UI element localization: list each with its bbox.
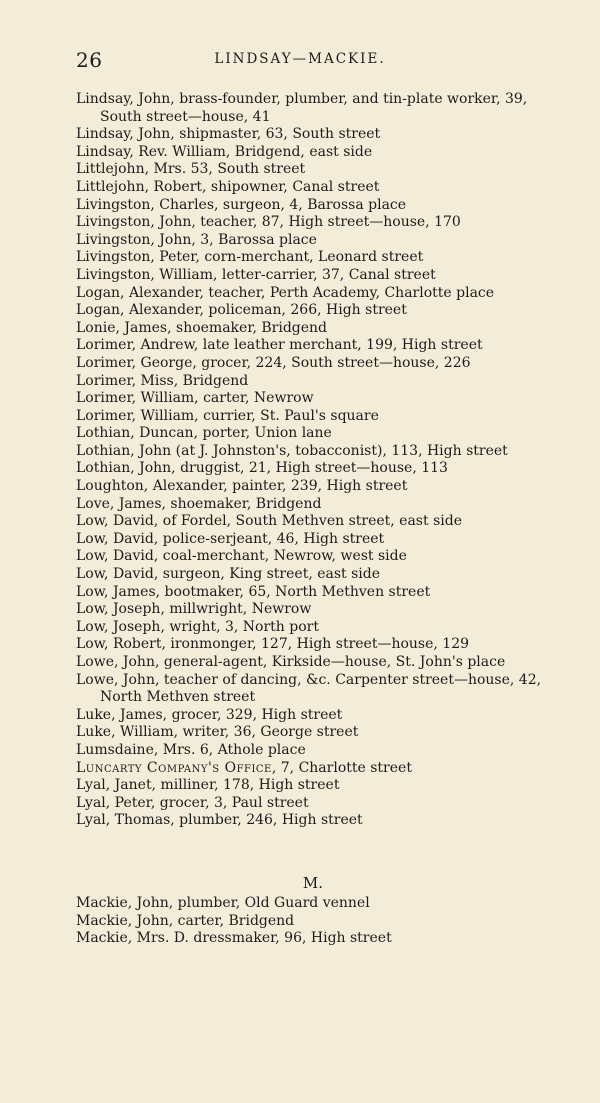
directory-entry: Luke, James, grocer, 329, High street <box>76 706 343 723</box>
directory-entry: Lumsdaine, Mrs. 6, Athole place <box>76 741 306 758</box>
page-number: 26 <box>76 48 103 72</box>
directory-entry: Lorimer, Miss, Bridgend <box>76 372 249 389</box>
directory-entry: Lindsay, Rev. William, Bridgend, east side <box>76 143 373 160</box>
directory-entry: Littlejohn, Robert, shipowner, Canal street <box>76 178 380 195</box>
directory-entry: Low, David, coal-merchant, Newrow, west side <box>76 548 407 565</box>
directory-entry: Livingston, John, teacher, 87, High street—house, 170 <box>76 214 461 231</box>
directory-entry: Lindsay, John, shipmaster, 63, South street <box>76 126 381 143</box>
directory-entry: Lorimer, William, currier, St. Paul's square <box>76 407 379 424</box>
directory-entry: Lorimer, Andrew, late leather merchant, 199, High street <box>76 337 483 354</box>
directory-entry: Lonie, James, shoemaker, Bridgend <box>76 319 328 336</box>
directory-entry: Low, David, surgeon, King street, east side <box>76 566 381 583</box>
directory-entry: Lothian, John (at J. Johnston's, tobacconist), 113, High street <box>76 442 508 459</box>
section-heading-m: M. <box>302 874 324 892</box>
directory-entry: Love, James, shoemaker, Bridgend <box>76 495 322 512</box>
directory-entry: Lyal, Peter, grocer, 3, Paul street <box>76 794 309 811</box>
entry-text: Lindsay, John, brass-founder, plumber, and tin-plate worker, 39, <box>76 91 528 107</box>
directory-entry: Logan, Alexander, teacher, Perth Academy, Charlotte place <box>76 284 495 301</box>
directory-entry <box>76 91 576 126</box>
entry-continuation: South street—house, 41 <box>100 108 271 125</box>
directory-entry: Lyal, Thomas, plumber, 246, High street <box>76 812 363 829</box>
directory-entry: Low, David, of Fordel, South Methven street, east side <box>76 513 462 530</box>
entries-m-list <box>76 895 576 948</box>
entry-text: , 7, Charlotte street <box>271 759 412 776</box>
directory-entry: Low, James, bootmaker, 65, North Methven street <box>76 583 431 600</box>
entry-continuation: North Methven street <box>100 689 256 706</box>
directory-entry: Livingston, John, 3, Barossa place <box>76 231 317 248</box>
entries-l-list <box>76 91 576 830</box>
directory-entry: Luke, William, writer, 36, George street <box>76 724 359 741</box>
directory-entry: Lyal, Janet, milliner, 178, High street <box>76 777 340 794</box>
directory-entry <box>76 672 576 707</box>
directory-entry: Lothian, Duncan, porter, Union lane <box>76 425 332 442</box>
directory-entry: Logan, Alexander, policeman, 266, High street <box>76 302 407 319</box>
directory-entry: Low, Robert, ironmonger, 127, High street—house, 129 <box>76 636 470 653</box>
entry-smallcaps-name: Luncarty Company's Office <box>76 759 272 776</box>
directory-entry: Lowe, John, general-agent, Kirkside—house, St. John's place <box>76 654 506 670</box>
directory-entry: Mackie, John, carter, Bridgend <box>76 912 295 929</box>
directory-entry: Low, Joseph, millwright, Newrow <box>76 601 312 618</box>
entry-text: Lowe, John, teacher of dancing, &c. Carpenter street—house, 42, <box>76 671 542 688</box>
running-head: LINDSAY—MACKIE. <box>214 51 386 67</box>
directory-entry: Livingston, Peter, corn-merchant, Leonard street <box>76 249 424 266</box>
directory-entry: Loughton, Alexander, painter, 239, High street <box>76 478 408 495</box>
directory-entry: Livingston, William, letter-carrier, 37, Canal street <box>76 266 436 283</box>
directory-entry: Mackie, Mrs. D. dressmaker, 96, High street <box>76 930 392 947</box>
directory-entry: Lorimer, William, carter, Newrow <box>76 390 314 407</box>
directory-entry: Mackie, John, plumber, Old Guard vennel <box>76 895 370 911</box>
directory-entry: Lorimer, George, grocer, 224, South street—house, 226 <box>76 354 471 371</box>
directory-entry: Low, Joseph, wright, 3, North port <box>76 618 319 635</box>
directory-entry <box>76 760 576 778</box>
directory-entry: Livingston, Charles, surgeon, 4, Barossa place <box>76 196 407 213</box>
directory-entry: Littlejohn, Mrs. 53, South street <box>76 161 306 178</box>
directory-entry: Low, David, police-serjeant, 46, High street <box>76 530 385 547</box>
directory-entry: Lothian, John, druggist, 21, High street—house, 113 <box>76 460 448 477</box>
